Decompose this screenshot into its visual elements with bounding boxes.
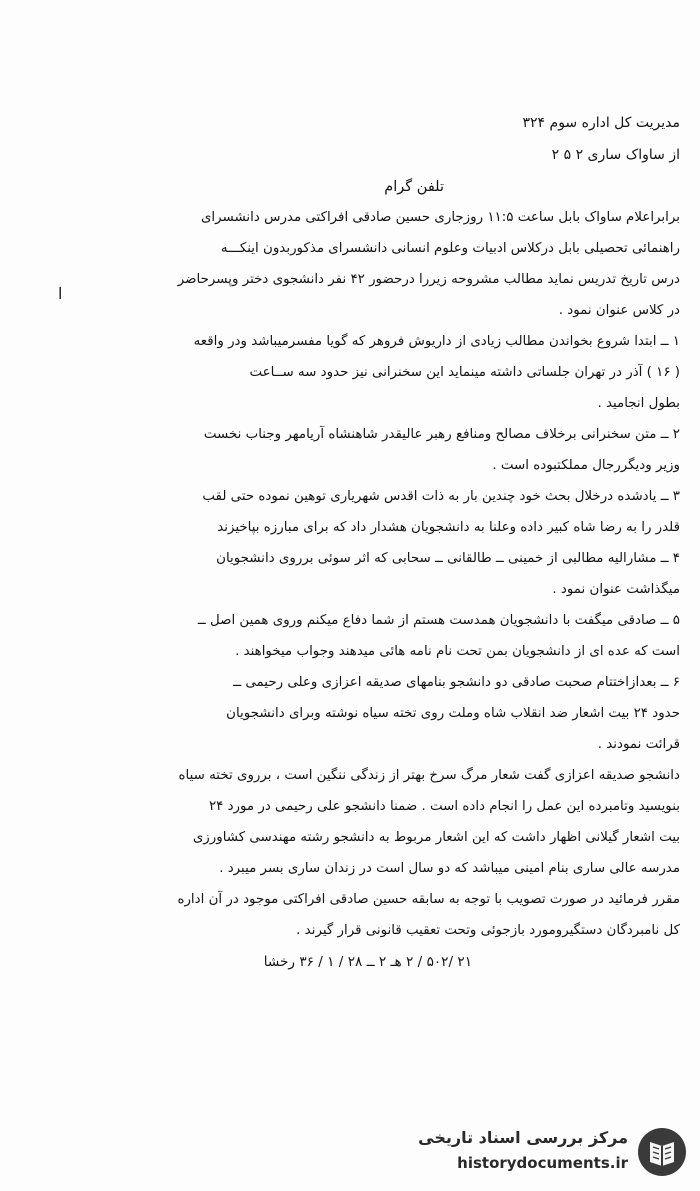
body-line: ۱ ــ ابتدا شروع بخواندن مطالب زیادی از داریوش فروهر که گویا مفسرمیباشد ودر واقعه	[193, 334, 680, 349]
body-line: میگذاشت عنوان نمود .	[552, 582, 680, 597]
body-line: وزیر ودیگررجال مملکتبوده است .	[492, 458, 680, 473]
document-reference: ۲۱ /۵۰۲ / ۲ هـ ۲ ــ ۲۸ / ۱ / ۳۶ رخشا	[263, 954, 472, 970]
body-line: ۲ ــ متن سخنرانی برخلاف مصالح ومنافع رهبر عالیقدر شاهنشاه آریامهر وجناب نخست	[203, 427, 680, 442]
footer-watermark	[410, 1122, 692, 1182]
body-line: ۵ ــ صادقی میگفت با دانشجویان همدست هستم از شما دفاع میکنم وروی همین اصل ــ	[197, 613, 680, 628]
body-line: دانشجو صدیقه اعزازی گفت شعار مرگ سرخ بهتر از زندگی ننگین است ، برروی تخته سیاه	[178, 768, 680, 783]
body-line: بنویسید وتامبرده این عمل را انجام داده است . ضمنا دانشجو علی رحیمی در مورد ۲۴	[208, 799, 680, 814]
body-line: در کلاس عنوان نمود .	[558, 303, 680, 318]
body-line: است که عده ای از دانشجویان بمن تحت نام نامه هائی میدهند وجواب میخواهند .	[235, 644, 680, 659]
footer-url: historydocuments.ir	[457, 1154, 628, 1172]
body-line: مقرر فرمائید در صورت تصویب با توجه به سابقه حسین صادقی افراکتی موجود در آن اداره	[177, 892, 680, 907]
document-title: تلفن گرام	[384, 179, 444, 195]
body-line: ( ۱۶ ) آذر در تهران جلساتی داشته مینماید این سخنرانی نیز حدود سه ســاعت	[249, 365, 680, 380]
margin-mark: ا	[58, 284, 63, 303]
body-line: بطول انجامید .	[597, 396, 680, 411]
body-line: قلدر را به رضا شاه کبیر داده وعلنا به دانشجویان هشدار داد که برای مبارزه بپاخیزند	[217, 520, 680, 535]
body-line: بیت اشعار گیلانی اظهار داشت که این اشعار مربوط به دانشجو رشته مهندسی کشاورزی	[192, 830, 680, 845]
body-line: کل نامبردگان دستگیرومورد بازجوئی وتحت تعقیب قانونی قرار گیرند .	[296, 923, 680, 938]
body-line: برابراعلام ساواک بابل ساعت ۱۱:۵ روزجاری حسین صادقی افراکتی مدرس دانشسرای	[200, 210, 680, 225]
body-line: ۳ ــ یادشده درخلال بحث خود چندین بار به ذات اقدس شهریاری توهین نموده حتی لقب	[202, 489, 680, 504]
body-line: درس تاریخ تدریس نماید مطالب مشروحه زیررا درحضور ۴۲ نفر دانشجوی دختر وپسرحاضر	[177, 272, 680, 287]
body-line: ۴ ــ مشارالیه مطالبی از خمینی ــ طالقانی ــ سحابی که اثر سوئی برروی دانشجویان	[216, 551, 680, 566]
body-line: راهنمائی تحصیلی بابل درکلاس ادبیات وعلوم انسانی دانشسرای مذکوربدون اینکـــه	[220, 241, 680, 256]
body-line: ۶ ــ بعدازاختتام صحبت صادقی دو دانشجو بنامهای صدیقه اعزازی وعلی رحیمی ــ	[233, 675, 680, 690]
footer-brand: مرکز بررسی اسناد تاریخی	[418, 1128, 628, 1147]
book-logo-icon	[636, 1126, 688, 1178]
body-line: مدرسه عالی ساری بنام امینی میباشد که دو سال است در زندان ساری بسر میبرد .	[219, 861, 680, 876]
header-recipient: مدیریت کل اداره سوم ۳۲۴	[522, 115, 680, 131]
header-sender: از ساواک ساری ۲ ۵ ۲	[551, 147, 680, 163]
body-line: حدود ۲۴ بیت اشعار ضد انقلاب شاه وملت روی تخته سیاه نوشته وبرای دانشجویان	[226, 706, 680, 721]
body-line: قرائت نمودند .	[597, 737, 680, 752]
